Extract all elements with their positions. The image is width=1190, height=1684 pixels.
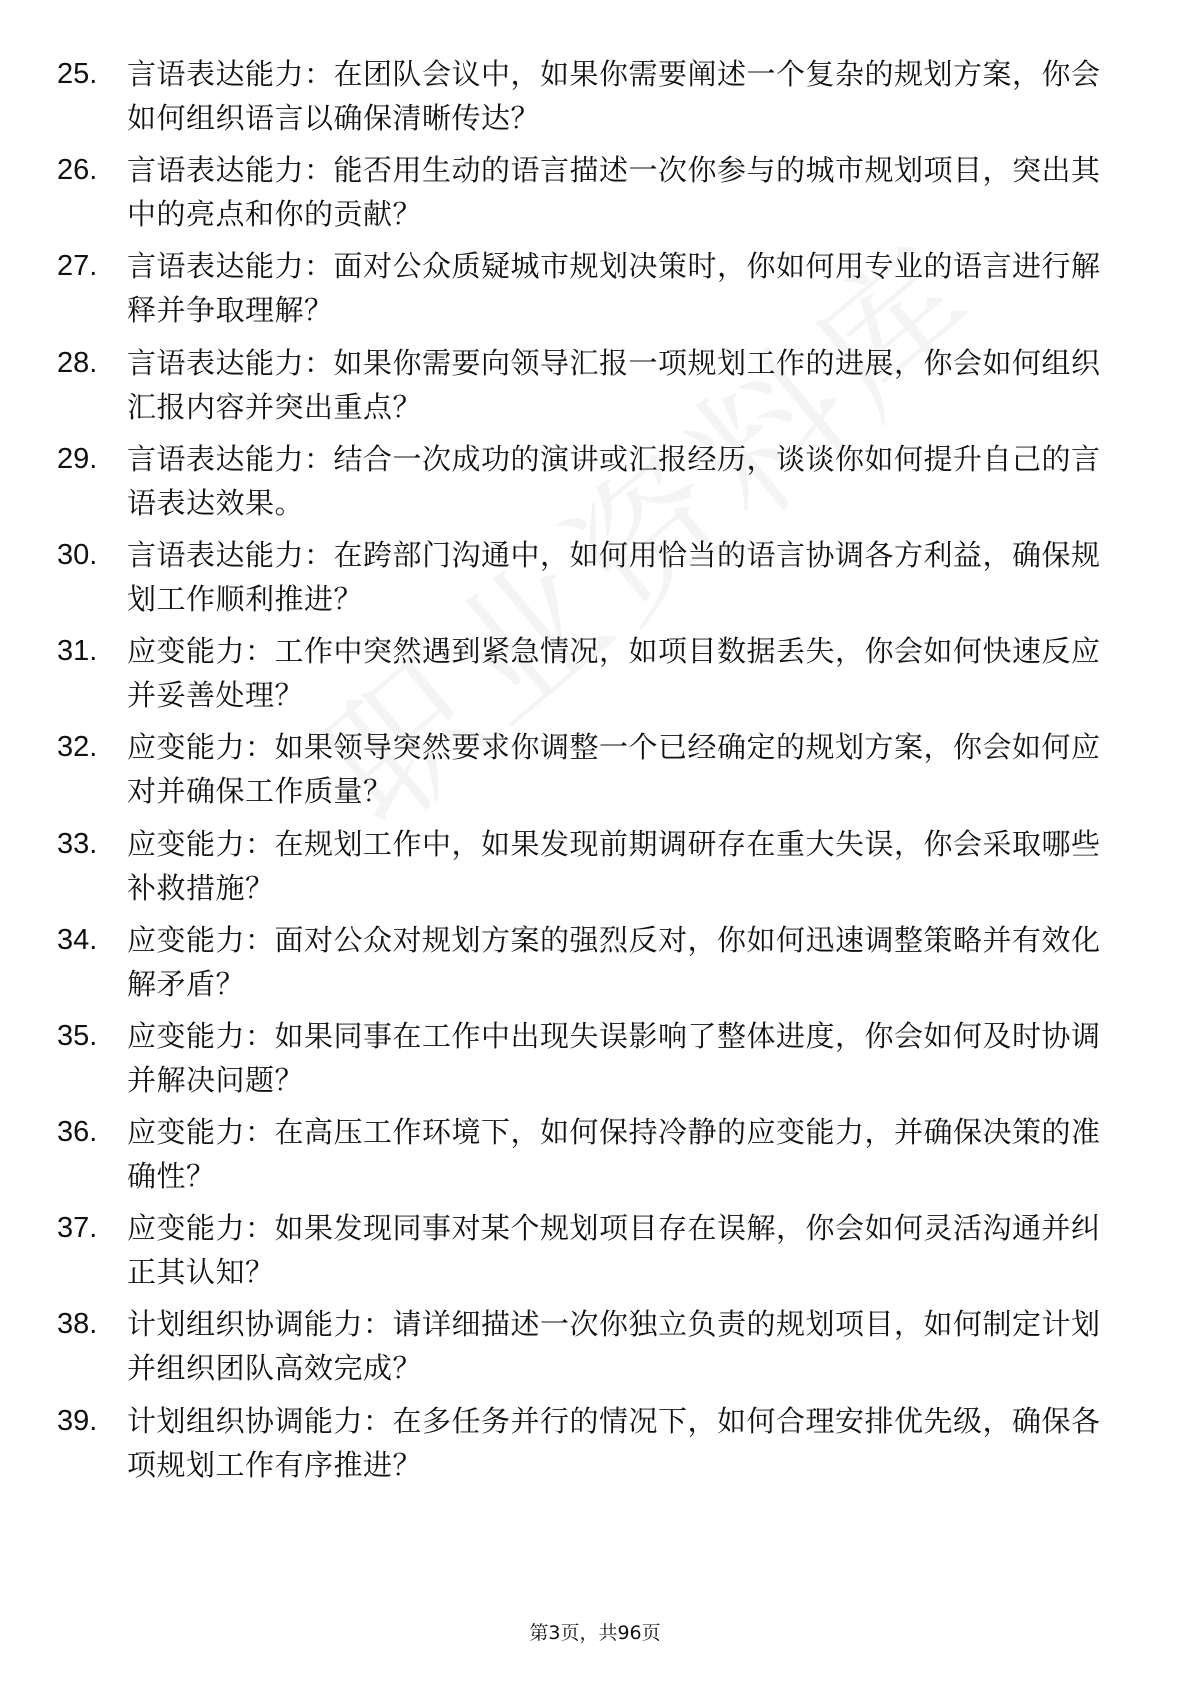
question-text: 言语表达能力：在跨部门沟通中，如何用恰当的语言协调各方利益，确保规划工作顺利推进？ xyxy=(127,537,1101,616)
question-text: 计划组织协调能力：请详细描述一次你独立负责的规划项目，如何制定计划并组织团队高效完成？ xyxy=(127,1307,1101,1386)
question-text: 计划组织协调能力：在多任务并行的情况下，如何合理安排优先级，确保各项规划工作有序推进？ xyxy=(127,1403,1101,1482)
question-number: 38. xyxy=(57,1308,98,1341)
list-item xyxy=(0,148,1190,244)
question-text: 应变能力：如果同事在工作中出现失误影响了整体进度，你会如何及时协调并解决问题？ xyxy=(127,1018,1101,1097)
question-text: 言语表达能力：在团队会议中，如果你需要阐述一个复杂的规划方案，你会如何组织语言以确保清晰传达？ xyxy=(127,57,1101,135)
list-item xyxy=(0,1206,1190,1302)
question-number: 29. xyxy=(57,442,98,475)
question-number: 34. xyxy=(57,923,98,956)
question-text: 言语表达能力：如果你需要向领导汇报一项规划工作的进展，你会如何组织汇报内容并突出重点？ xyxy=(127,345,1101,424)
question-text: 应变能力：面对公众对规划方案的强烈反对，你如何迅速调整策略并有效化解矛盾？ xyxy=(127,922,1101,1001)
question-text: 应变能力：在规划工作中，如果发现前期调研存在重大失误，你会采取哪些补救措施？ xyxy=(127,826,1101,905)
question-text: 言语表达能力：结合一次成功的演讲或汇报经历，谈谈你如何提升自己的言语表达效果。 xyxy=(127,441,1101,520)
question-text: 应变能力：工作中突然遇到紧急情况，如项目数据丢失，你会如何快速反应并妥善处理？ xyxy=(127,634,1101,713)
list-item xyxy=(0,1014,1190,1110)
question-text: 言语表达能力：面对公众质疑城市规划决策时，你如何用专业的语言进行解释并争取理解？ xyxy=(127,249,1101,328)
list-item xyxy=(0,629,1190,725)
list-item xyxy=(0,725,1190,821)
question-number: 31. xyxy=(57,635,98,668)
question-number: 30. xyxy=(57,538,98,571)
list-item xyxy=(0,1399,1190,1495)
list-item xyxy=(0,1302,1190,1398)
question-number: 26. xyxy=(57,154,98,187)
list-item xyxy=(0,341,1190,437)
question-number: 33. xyxy=(57,827,98,860)
list-item xyxy=(0,822,1190,918)
list-item xyxy=(0,244,1190,340)
list-item xyxy=(0,52,1190,148)
question-list xyxy=(0,52,1190,1495)
question-number: 25. xyxy=(57,58,98,90)
question-number: 28. xyxy=(57,346,98,379)
question-number: 37. xyxy=(57,1212,98,1245)
list-item xyxy=(0,1110,1190,1206)
question-text: 应变能力：如果领导突然要求你调整一个已经确定的规划方案，你会如何应对并确保工作质量？ xyxy=(127,730,1101,809)
page-footer: 第3页，共96页 xyxy=(529,1622,661,1644)
question-number: 32. xyxy=(57,731,98,764)
question-number: 36. xyxy=(57,1116,98,1149)
question-text: 言语表达能力：能否用生动的语言描述一次你参与的城市规划项目，突出其中的亮点和你的贡献？ xyxy=(127,153,1101,232)
list-item xyxy=(0,533,1190,629)
question-text: 应变能力：如果发现同事对某个规划项目存在误解，你会如何灵活沟通并纠正其认知？ xyxy=(127,1211,1101,1290)
list-item xyxy=(0,918,1190,1014)
question-text: 应变能力：在高压工作环境下，如何保持冷静的应变能力，并确保决策的准确性？ xyxy=(127,1115,1101,1194)
question-number: 39. xyxy=(57,1404,98,1437)
list-item xyxy=(0,437,1190,533)
question-number: 27. xyxy=(57,250,98,283)
question-number: 35. xyxy=(57,1019,98,1052)
